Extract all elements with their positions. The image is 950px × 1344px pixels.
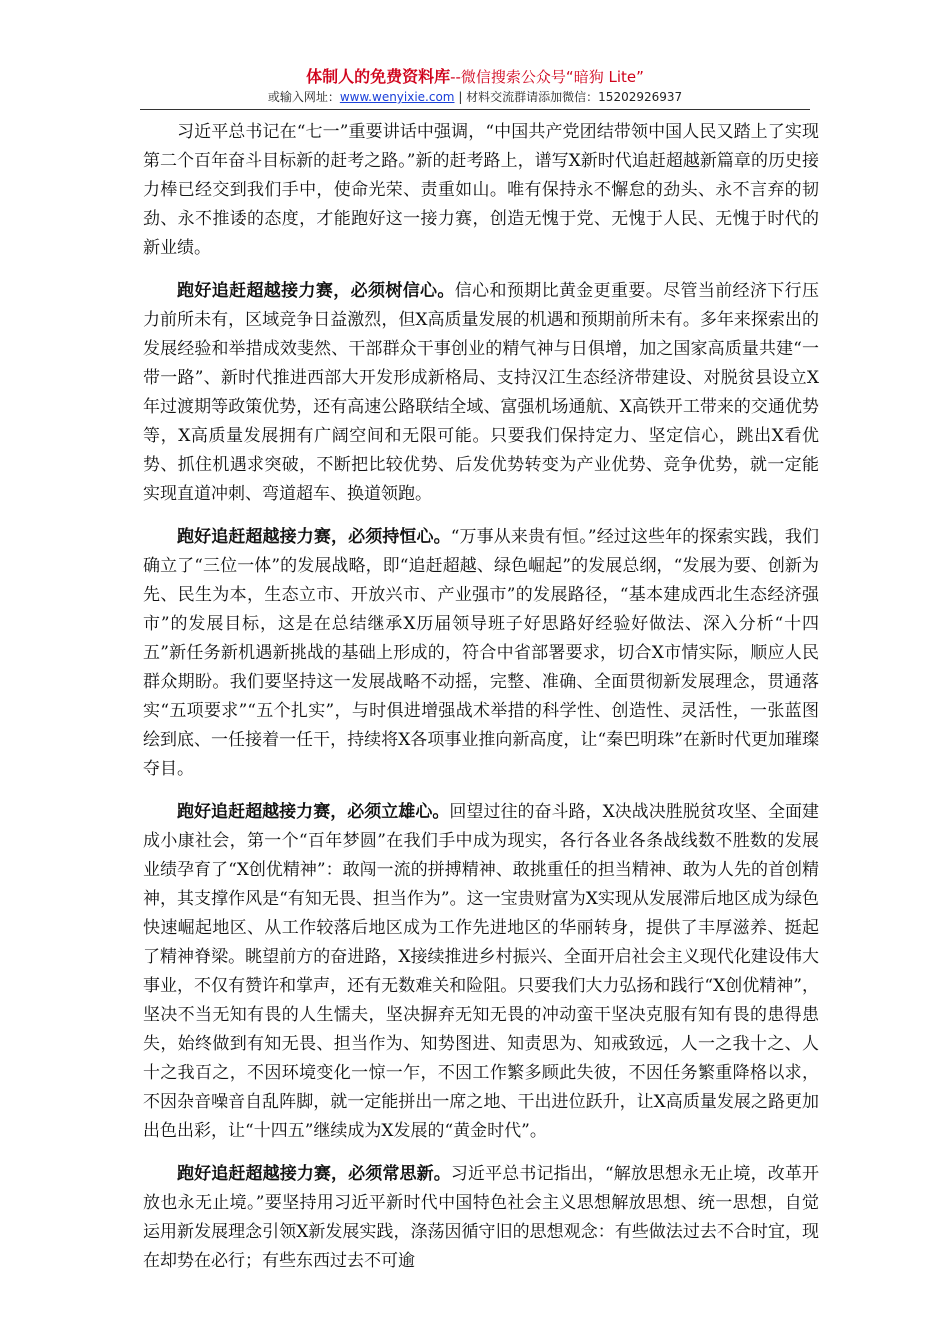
paragraph-ambition [143, 798, 819, 1146]
contact-text: | 材料交流群请添加微信：15202926937 [454, 90, 683, 104]
paragraph-text: 习近平总书记在“七一”重要讲话中强调，“中国共产党团结带领中国人民又踏上了实现第二个百年奋斗目标新的赶考之路。”新的赶考路上，谱写X新时代追赶超越新篇章的历史接力棒已经交到我们手中，使命光荣、责重如山。唯有保持永不懈怠的劲头、永不言弃的韧劲、永不推诿的态度，才能跑好这一接力赛，创造无愧于党、无愧于人民、无愧于时代的新业绩。 [143, 122, 819, 258]
paragraph-perseverance [143, 523, 819, 784]
url-prefix: 或输入网址： [267, 90, 340, 104]
header-divider [140, 109, 810, 110]
paragraph-text: “万事从来贵有恒。”经过这些年的探索实践，我们确立了“三位一体”的发展战略，即“追赶超越、绿色崛起”的发展总纲，“发展为要、创新为先、民生为本，生态立市、开放兴市、产业强市”的发展路径，“基本建成西北生态经济强市”的发展目标，这是在总结继承X历届领导班子好思路好经验好做法、深入分析“十四五”新任务新机遇新挑战的基础上形成的，符合中省部署要求，切合X市情实际，顺应人民群众期盼。我们要坚持这一发展战略不动摇，完整、准确、全面贯彻新发展理念，贯通落实“五项要求”“五个扎实”，与时俱进增强战术举措的科学性、创造性、灵活性，一张蓝图绘到底、一任接着一任干，持续将X各项事业推向新高度，让“秦巴明珠”在新时代更加璀璨夺目。 [143, 527, 819, 779]
paragraph-intro [143, 118, 819, 263]
paragraph-text: 信心和预期比黄金更重要。尽管当前经济下行压力前所未有，区域竞争日益激烈，但X高质量发展的机遇和预期前所未有。多年来探索出的发展经验和举措成效斐然、干部群众干事创业的精气神与日俱增，加之国家高质量共建“一带一路”、新时代推进西部大开发形成新格局、支持汉江生态经济带建设、对脱贫县设立X年过渡期等政策优势，还有高速公路联结全域、富强机场通航、X高铁开工带来的交通优势等，X高质量发展拥有广阔空间和无限可能。只要我们保持定力、坚定信心，跳出X看优势、抓住机遇求突破，不断把比较优势、后发优势转变为产业优势、竞争优势，就一定能实现直道冲刺、弯道超车、换道领跑。 [143, 281, 820, 504]
header-link-line [140, 88, 810, 106]
header-tagline: --微信搜索公众号“暗狗 Lite” [450, 68, 644, 86]
paragraph-text: 习近平总书记指出，“解放思想永无止境，改革开放也永无止境。”要坚持用习近平新时代中国特色社会主义思想解放思想、统一思想，自觉运用新发展理念引领X新发展实践，涤荡因循守旧的思想观念：有些做法过去不合时宜，现在却势在必行；有些东西过去不可逾 [143, 1164, 819, 1271]
paragraph-lead: 跑好追赶超越接力赛，必须常思新。 [177, 1164, 451, 1184]
paragraph-lead: 跑好追赶超越接力赛，必须立雄心。 [177, 802, 450, 822]
paragraph-innovation [143, 1160, 819, 1276]
header-title-line [140, 66, 810, 88]
page-header [140, 66, 810, 106]
paragraph-lead: 跑好追赶超越接力赛，必须持恒心。 [177, 527, 451, 547]
website-link[interactable]: www.wenyixie.com [339, 90, 455, 104]
article-body [143, 118, 819, 1290]
paragraph-confidence [143, 277, 819, 509]
header-brand: 体制人的免费资料库 [306, 67, 451, 86]
paragraph-text: 回望过往的奋斗路，X决战决胜脱贫攻坚、全面建成小康社会，第一个“百年梦圆”在我们手中成为现实，各行各业各条战线数不胜数的发展业绩孕育了“X创优精神”：敢闯一流的拼搏精神、敢挑重任的担当精神、敢为人先的首创精神，其支撑作风是“有知无畏、担当作为”。这一宝贵财富为X实现从发展滞后地区成为绿色快速崛起地区、从工作较落后地区成为工作先进地区的华丽转身，提供了丰厚滋养、挺起了精神脊梁。眺望前方的奋进路，X接续推进乡村振兴、全面开启社会主义现代化建设伟大事业，不仅有赞许和掌声，还有无数难关和险阻。只要我们大力弘扬和践行“X创优精神”，坚决不当无知有畏的人生懦夫，坚决摒弃无知无畏的冲动蛮干坚决克服有知有畏的患得患失，始终做到有知无畏、担当作为、知势图进、知责思为、知戒致远，人一之我十之、人十之我百之，不因环境变化一惊一乍，不因工作繁多顾此失彼，不因任务繁重降格以求，不因杂音噪音自乱阵脚，就一定能拼出一席之地、干出进位跃升，让X高质量发展之路更加出色出彩，让“十四五”继续成为X发展的“黄金时代”。 [143, 802, 819, 1141]
paragraph-lead: 跑好追赶超越接力赛，必须树信心。 [177, 281, 455, 301]
